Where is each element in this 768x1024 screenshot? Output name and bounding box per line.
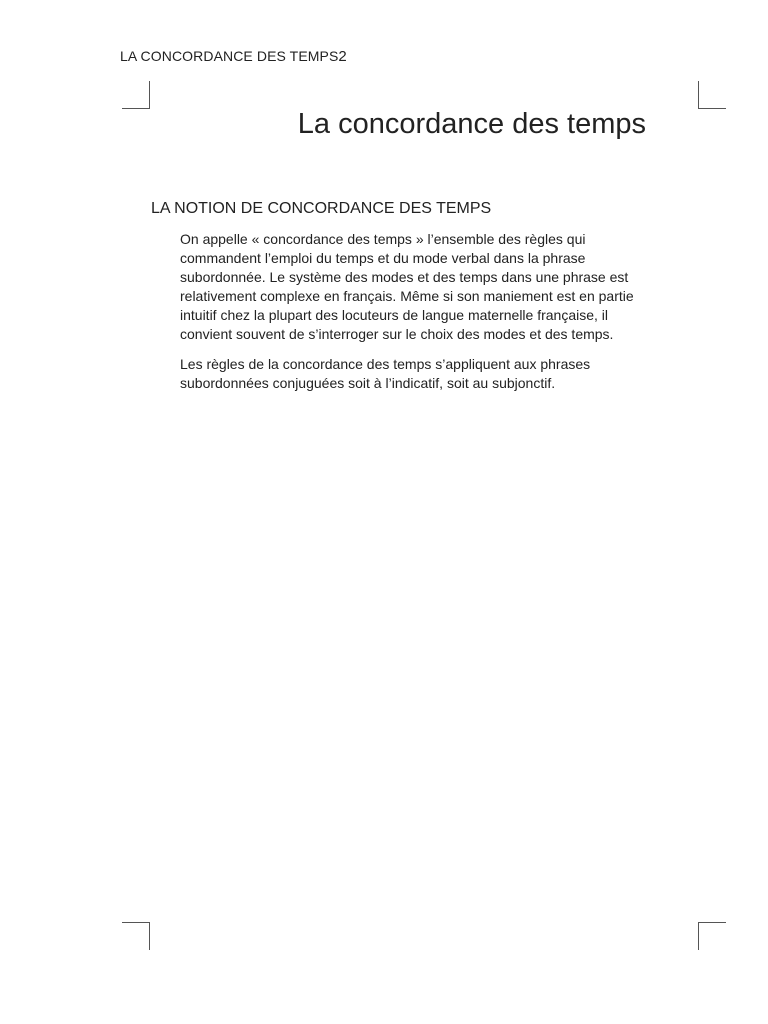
paragraph-line: subordonnée. Le système des modes et des temps dans une phrase est — [180, 269, 629, 285]
crop-mark-top-right — [698, 81, 726, 109]
paragraph-line: relativement complexe en français. Même si son maniement est en partie — [180, 288, 634, 304]
page-number: 2 — [338, 48, 347, 65]
paragraph-line: convient souvent de s’interroger sur le choix des modes et des temps. — [180, 326, 614, 342]
paragraph-line: intuitif chez la plupart des locuteurs de langue maternelle française, il — [180, 307, 609, 323]
crop-mark-top-left — [122, 81, 150, 109]
paragraph-line: On appelle « concordance des temps » l’ensemble des règles qui — [180, 231, 586, 247]
crop-mark-bottom-left — [122, 922, 150, 950]
paragraph-rules — [180, 355, 670, 393]
paragraph-intro — [180, 230, 670, 344]
section-heading: LA NOTION DE CONCORDANCE DES TEMPS — [151, 200, 492, 217]
running-header-title: LA CONCORDANCE DES TEMPS — [120, 48, 339, 64]
crop-mark-bottom-right — [698, 922, 726, 950]
running-header — [120, 48, 347, 65]
paragraph-line: commandent l’emploi du temps et du mode verbal dans la phrase — [180, 250, 586, 266]
paragraph-line: Les règles de la concordance des temps s’appliquent aux phrases — [180, 356, 591, 372]
paragraph-line: subordonnées conjuguées soit à l’indicatif, soit au subjonctif. — [180, 375, 556, 391]
page-title: La concordance des temps — [297, 108, 646, 140]
body-text — [180, 230, 670, 404]
